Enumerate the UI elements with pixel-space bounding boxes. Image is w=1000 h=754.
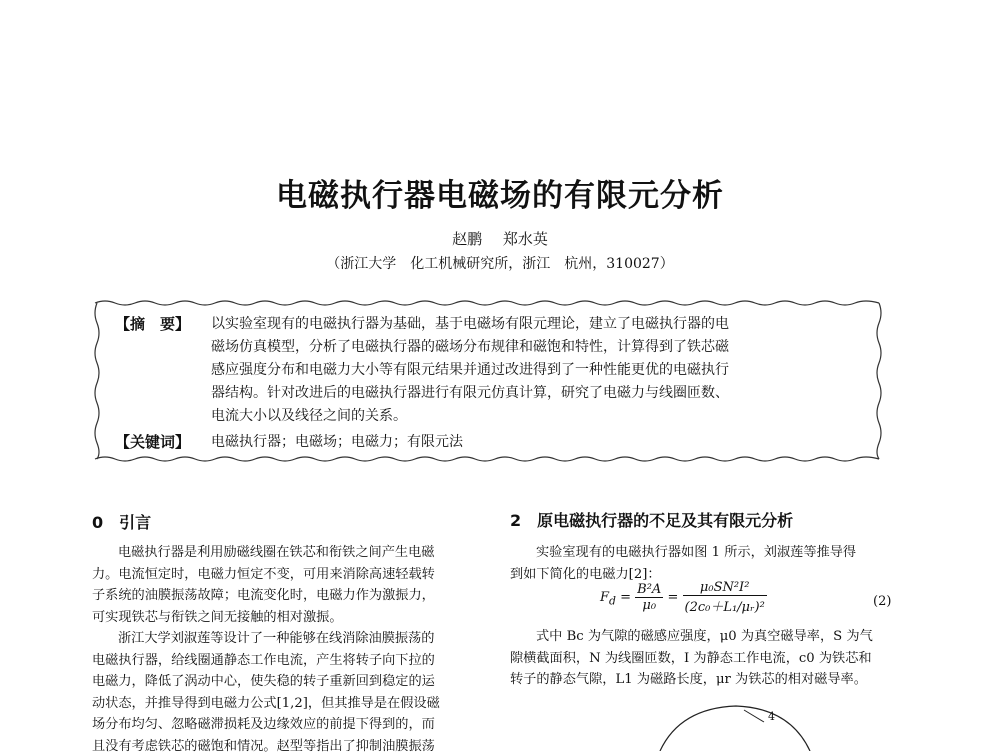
body-line: 到如下简化的电磁力[2]： (510, 566, 661, 582)
abstract-line: 器结构。针对改进后的电磁执行器进行有限元仿真计算，研究了电磁力与线圈匝数、 (211, 385, 729, 401)
body-line: 力。电流恒定时，电磁力恒定不变，可用来消除高速轻载转 (92, 566, 435, 582)
body-line: 电磁执行器是利用励磁线圈在铁芯和衔铁之间产生电磁 (118, 545, 435, 560)
body-line: 浙江大学刘淑莲等设计了一种能够在线消除油膜振荡的 (118, 631, 435, 646)
body-line: 场分布均匀、忽略磁滞损耗及边缘效应的前提下得到的，而 (92, 717, 435, 732)
author-2: 郑水英 (502, 230, 548, 248)
abstract-text (211, 313, 871, 428)
paper-title: 电磁执行器电磁场的有限元分析 (276, 178, 724, 214)
figure-callout-4: 4 (768, 710, 775, 723)
fraction-1-den: μ₀ (642, 598, 657, 613)
abstract-line: 磁场仿真模型，分析了电磁执行器的磁场分布规律和磁饱和特性，计算得到了铁芯磁 (211, 339, 729, 355)
fraction-2 (683, 580, 767, 615)
abstract-line: 电流大小以及线径之间的关系。 (211, 408, 407, 424)
equation-number: (2) (873, 594, 892, 609)
body-line: 可实现铁芯与衔铁之间无接触的相对激振。 (92, 609, 343, 625)
equation-2: $F_d$ = $\frac{\text{B²A}}{\text{μ₀}}$ = $\frac{\text{μ₀SN²I²}}{\text{(2c₀＋L₁/μᵣ)²}}$ (600, 580, 765, 615)
formula-lhs: F (600, 590, 610, 605)
abstract-line: 感应强度分布和电磁力大小等有限元结果并通过改进得到了一种性能更优的电磁执行 (211, 362, 729, 378)
body-line: 电磁执行器，给线圈通静态工作电流，产生将转子向下拉的 (92, 652, 435, 668)
keywords-label: 【关键词】 (115, 433, 191, 451)
affiliation: （浙江大学 化工机械研究所，浙江 杭州，310027） (326, 256, 674, 272)
abstract-box (93, 297, 883, 465)
figure-1-fragment (640, 700, 820, 751)
section-heading-2: 2 原电磁执行器的不足及其有限元分析 (510, 511, 794, 530)
body-line: 子系统的油膜振荡故障；电流变化时，电磁力作为激振力， (92, 588, 435, 603)
author-1: 赵鹏 (452, 230, 483, 248)
fraction-1 (635, 582, 663, 613)
abstract-line: 以实验室现有的电磁执行器为基础，基于电磁场有限元理论，建立了电磁执行器的电 (211, 316, 729, 332)
authors (0, 228, 1000, 249)
fraction-2-den: (2c₀＋L₁/μᵣ)² (684, 600, 765, 615)
body-line: 且没有考虑铁芯的磁饱和情况。赵型等指出了抑制油膜振荡 (92, 738, 435, 754)
abstract-label: 【摘 要】 (115, 315, 191, 333)
body-line: 动状态，并推导得到电磁力公式[1,2]，但其推导是在假设磁 (92, 695, 440, 711)
keywords: 电磁执行器；电磁场；电磁力；有限元法 (211, 434, 463, 450)
body-line: 隙横截面积，N 为线圈匝数，I 为静态工作电流，c0 为铁芯和 (510, 650, 872, 666)
section-heading-intro: 0 引言 (92, 513, 152, 532)
body-line: 式中 Bc 为气隙的磁感应强度，μ0 为真空磁导率，S 为气 (536, 629, 873, 644)
formula-lhs-sub: d (609, 594, 616, 608)
fraction-1-num: B²A (637, 582, 662, 597)
body-line: 转子的静态气隙，L1 为磁路长度，μr 为铁芯的相对磁导率。 (510, 672, 867, 687)
body-line: 实验室现有的电磁执行器如图 1 所示，刘淑莲等推导得 (536, 545, 857, 560)
body-line: 电磁力，降低了涡动中心，使失稳的转子重新回到稳定的运 (92, 674, 435, 689)
fraction-2-num: μ₀SN²I² (683, 580, 767, 596)
